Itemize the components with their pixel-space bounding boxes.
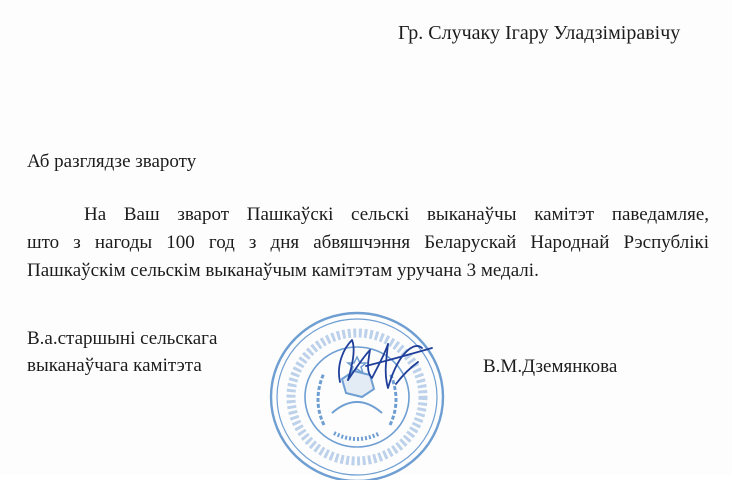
- letter-body: [27, 201, 709, 285]
- body-line-1: На Ваш зварот Пашкаўскі сельскі выканаўчы камітэт паведамляе,: [84, 204, 709, 225]
- body-line-3: Пашкаўскім сельскім выканаўчым камітэтам уручана 3 медалі.: [27, 260, 539, 281]
- signer-name: В.М.Дземянкова: [483, 356, 618, 377]
- letter-subject: Аб разглядзе звароту: [27, 151, 197, 172]
- signer-title-line-2: выканаўчага камітэта: [27, 355, 202, 376]
- addressee-line: Гр. Случаку Ігару Уладзіміравічу: [398, 22, 681, 44]
- handwritten-signature-icon: [326, 322, 446, 402]
- signer-title-line-1: В.а.старшыні сельскага: [27, 328, 218, 349]
- signer-title: [27, 325, 217, 379]
- body-line-2: што з нагоды 100 год з дня абвяшчэння Беларускай Народнай Рэспублікі: [27, 232, 709, 253]
